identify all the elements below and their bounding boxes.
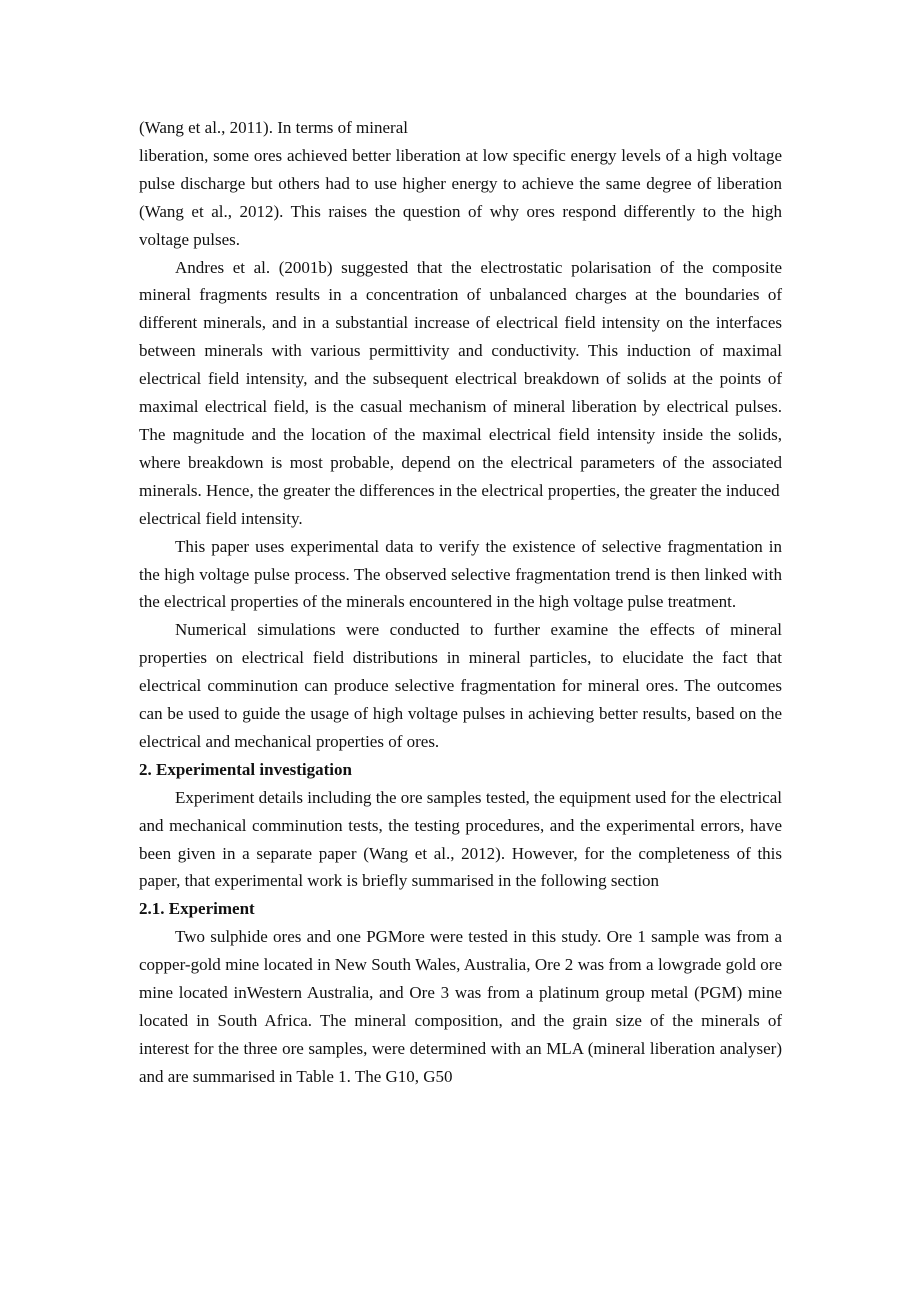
paragraph-ore-samples: Two sulphide ores and one PGMore were tested in this study. Ore 1 sample was from a copper-gold mine located in New South Wales, Australia, Ore 2 was from a lowgrade gold ore mine located inWestern Australia, and Ore 3 was from a platinum group metal (PGM) mine located in South Africa. The mineral composition, and the grain size of the minerals of interest for the three ore samples, were determined with an MLA (mineral liberation analyser) and are summarised in Table 1. The G10, G50 — [139, 927, 782, 1086]
paragraph-intro-fragment — [139, 114, 782, 142]
paragraph-liberation — [139, 142, 782, 254]
section-heading-experiment: 2.1. Experiment — [139, 899, 255, 919]
document-body — [139, 114, 782, 1091]
paragraph-andres-end — [139, 505, 782, 533]
text-line: Andres et al. (2001b) suggested that the electrostatic polarisation of the composite mineral fragments results in a concentration of unbalanced charges at the boundaries of different minerals, and in a substantial increase of electrical field intensity on the interfaces between minerals with various permittivity and conductivity. This induction of maximal electrical field intensity, and the subsequent electrical breakdown of solids at the points of maximal electrical field, is the casual mechanism of mineral liberation by electrical pulses. The magnitude and the location of the maximal electrical field intensity inside the solids, where breakdown is most probable, depend on the electrical parameters of the associated minerals. Hence, the greater the differences in the electrical properties, the greater the induced — [139, 257, 782, 500]
paragraph-numerical-simulations: Numerical simulations were conducted to further examine the effects of mineral properties on electrical field distributions in mineral particles, to elucidate the fact that electrical comminution can produce selective fragmentation for mineral ores. The outcomes can be used to guide the usage of high voltage pulses in achieving better results, based on the electrical and mechanical properties of ores. — [139, 620, 782, 751]
paragraph-this-paper: This paper uses experimental data to verify the existence of selective fragmentation in the high voltage pulse process. The observed selective fragmentation trend is then linked with the electrical properties of the minerals encountered in the high voltage pulse treatment. — [139, 536, 782, 612]
paragraph-andres — [139, 254, 782, 505]
section-heading-experimental-investigation: 2. Experimental investigation — [139, 759, 352, 779]
text-line: liberation, some ores achieved better liberation at low specific energy levels of a high voltage pulse discharge but others had to use higher energy to achieve the same degree of liberation (Wang et al., 2012). This raises the question of why ores respond differently to the high voltage pulses. — [139, 145, 782, 249]
paragraph-experiment-details: Experiment details including the ore samples tested, the equipment used for the electrical and mechanical comminution tests, the testing procedures, and the experimental errors, have been given in a separate paper (Wang et al., 2012). However, for the completeness of this paper, that experimental work is briefly summarised in the following section — [139, 787, 782, 891]
text-line: (Wang et al., 2011). In terms of mineral — [139, 118, 408, 137]
text-line: electrical field intensity. — [139, 508, 303, 528]
